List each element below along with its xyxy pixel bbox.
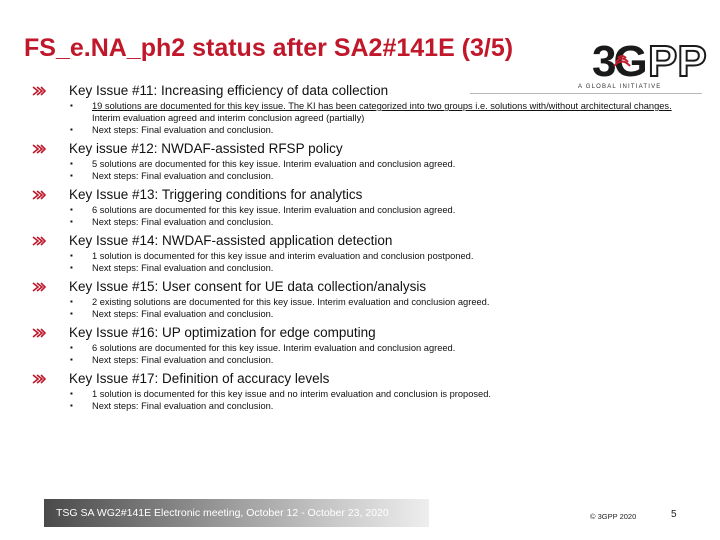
page-number: 5 bbox=[671, 509, 677, 520]
key-issue-block bbox=[32, 278, 682, 320]
sub-bullet-list bbox=[32, 250, 682, 274]
red-arrow-bullet-icon bbox=[32, 144, 46, 154]
sub-bullet bbox=[32, 354, 682, 366]
bullet-dot-icon: ▪ bbox=[70, 263, 73, 272]
red-arrow-bullet-icon bbox=[32, 236, 46, 246]
sub-bullet-list bbox=[32, 388, 682, 412]
key-issue-block bbox=[32, 186, 682, 228]
key-issue-heading bbox=[32, 82, 682, 100]
sub-bullet bbox=[32, 308, 682, 320]
key-issue-block bbox=[32, 232, 682, 274]
slide-title: FS_e.NA_ph2 status after SA2#141E (3/5) bbox=[24, 34, 514, 62]
sub-bullet-text: 6 solutions are documented for this key issue. Interim evaluation and conclusion agreed. bbox=[92, 205, 456, 215]
sub-bullet-list bbox=[32, 296, 682, 320]
sub-bullet-text-continued: Interim evaluation agreed and interim conclusion agreed (partially) bbox=[92, 113, 365, 123]
sub-bullet-text: 6 solutions are documented for this key issue. Interim evaluation and conclusion agreed. bbox=[92, 343, 456, 353]
key-issue-heading bbox=[32, 278, 682, 296]
key-issue-heading-text: Key issue #12: NWDAF-assisted RFSP policy bbox=[69, 141, 343, 156]
key-issue-block bbox=[32, 140, 682, 182]
key-issue-heading-text: Key Issue #13: Triggering conditions for analytics bbox=[69, 187, 363, 202]
key-issue-heading-text: Key Issue #17: Definition of accuracy levels bbox=[69, 371, 330, 386]
key-issue-heading bbox=[32, 324, 682, 342]
sub-bullet-text: 5 solutions are documented for this key issue. Interim evaluation and conclusion agreed. bbox=[92, 159, 456, 169]
sub-bullet-list bbox=[32, 204, 682, 228]
bullet-dot-icon: ▪ bbox=[70, 217, 73, 226]
sub-bullet-text: 1 solution is documented for this key issue and no interim evaluation and conclusion is proposed. bbox=[92, 389, 491, 399]
sub-bullet bbox=[32, 400, 682, 412]
key-issue-heading bbox=[32, 186, 682, 204]
key-issue-block bbox=[32, 324, 682, 366]
sub-bullet bbox=[32, 158, 682, 170]
key-issue-block bbox=[32, 82, 682, 136]
sub-bullet-list bbox=[32, 158, 682, 182]
red-arrow-bullet-icon bbox=[32, 328, 46, 338]
key-issue-block bbox=[32, 370, 682, 412]
sub-bullet bbox=[32, 204, 682, 216]
key-issue-heading bbox=[32, 370, 682, 388]
sub-bullet-text: Next steps: Final evaluation and conclusion. bbox=[92, 401, 274, 411]
bullet-dot-icon: ▪ bbox=[70, 159, 73, 168]
red-arrow-bullet-icon bbox=[32, 86, 46, 96]
key-issue-list bbox=[32, 82, 682, 412]
sub-bullet bbox=[32, 170, 682, 182]
logo-tagline: A GLOBAL INITIATIVE bbox=[578, 84, 662, 90]
key-issue-heading-text: Key Issue #16: UP optimization for edge computing bbox=[69, 325, 376, 340]
svg-text:3G: 3G bbox=[592, 37, 645, 86]
sub-bullet-text: 2 existing solutions are documented for this key issue. Interim evaluation and conclusion agreed. bbox=[92, 297, 490, 307]
red-arrow-bullet-icon bbox=[32, 374, 46, 384]
sub-bullet-text: Next steps: Final evaluation and conclusion. bbox=[92, 171, 274, 181]
bullet-dot-icon: ▪ bbox=[70, 355, 73, 364]
sub-bullet bbox=[32, 250, 682, 262]
sub-bullet-text: Next steps: Final evaluation and conclusion. bbox=[92, 309, 274, 319]
bullet-dot-icon: ▪ bbox=[70, 171, 73, 180]
sub-bullet bbox=[32, 100, 682, 124]
bullet-dot-icon: ▪ bbox=[70, 309, 73, 318]
sub-bullet bbox=[32, 342, 682, 354]
bullet-dot-icon: ▪ bbox=[70, 389, 73, 398]
sub-bullet bbox=[32, 216, 682, 228]
sub-bullet-text: Next steps: Final evaluation and conclusion. bbox=[92, 125, 274, 135]
footer-copyright: © 3GPP 2020 bbox=[590, 512, 637, 521]
svg-text:PP: PP bbox=[648, 37, 707, 86]
bullet-dot-icon: ▪ bbox=[70, 343, 73, 352]
sub-bullet-text: Next steps: Final evaluation and conclusion. bbox=[92, 263, 274, 273]
bullet-dot-icon: ▪ bbox=[70, 205, 73, 214]
sub-bullet bbox=[32, 296, 682, 308]
key-issue-heading-text: Key Issue #15: User consent for UE data collection/analysis bbox=[69, 279, 427, 294]
key-issue-heading bbox=[32, 232, 682, 250]
sub-bullet-text: Next steps: Final evaluation and conclusion. bbox=[92, 355, 274, 365]
sub-bullet-list bbox=[32, 342, 682, 366]
sub-bullet bbox=[32, 124, 682, 136]
bullet-dot-icon: ▪ bbox=[70, 401, 73, 410]
sub-bullet bbox=[32, 262, 682, 274]
bullet-dot-icon: ▪ bbox=[70, 251, 73, 260]
sub-bullet-text: 19 solutions are documented for this key issue. The KI has been categorized into two groups i.e. solutions with/without architectural changes. bbox=[92, 101, 672, 111]
footer-meeting: TSG SA WG2#141E Electronic meeting, October 12 - October 23, 2020 bbox=[56, 507, 389, 519]
bullet-dot-icon: ▪ bbox=[70, 101, 73, 110]
slide-content bbox=[32, 82, 682, 416]
red-arrow-bullet-icon bbox=[32, 190, 46, 200]
bullet-dot-icon: ▪ bbox=[70, 297, 73, 306]
3gpp-logo bbox=[590, 26, 707, 90]
sub-bullet-list bbox=[32, 100, 682, 136]
bullet-dot-icon: ▪ bbox=[70, 125, 73, 134]
key-issue-heading-text: Key Issue #14: NWDAF-assisted application detection bbox=[69, 233, 393, 248]
sub-bullet bbox=[32, 388, 682, 400]
sub-bullet-text: Next steps: Final evaluation and conclusion. bbox=[92, 217, 274, 227]
sub-bullet-text: 1 solution is documented for this key issue and interim evaluation and conclusion postponed. bbox=[92, 251, 474, 261]
key-issue-heading-text: Key Issue #11: Increasing efficiency of data collection bbox=[69, 83, 389, 98]
red-arrow-bullet-icon bbox=[32, 282, 46, 292]
key-issue-heading bbox=[32, 140, 682, 158]
